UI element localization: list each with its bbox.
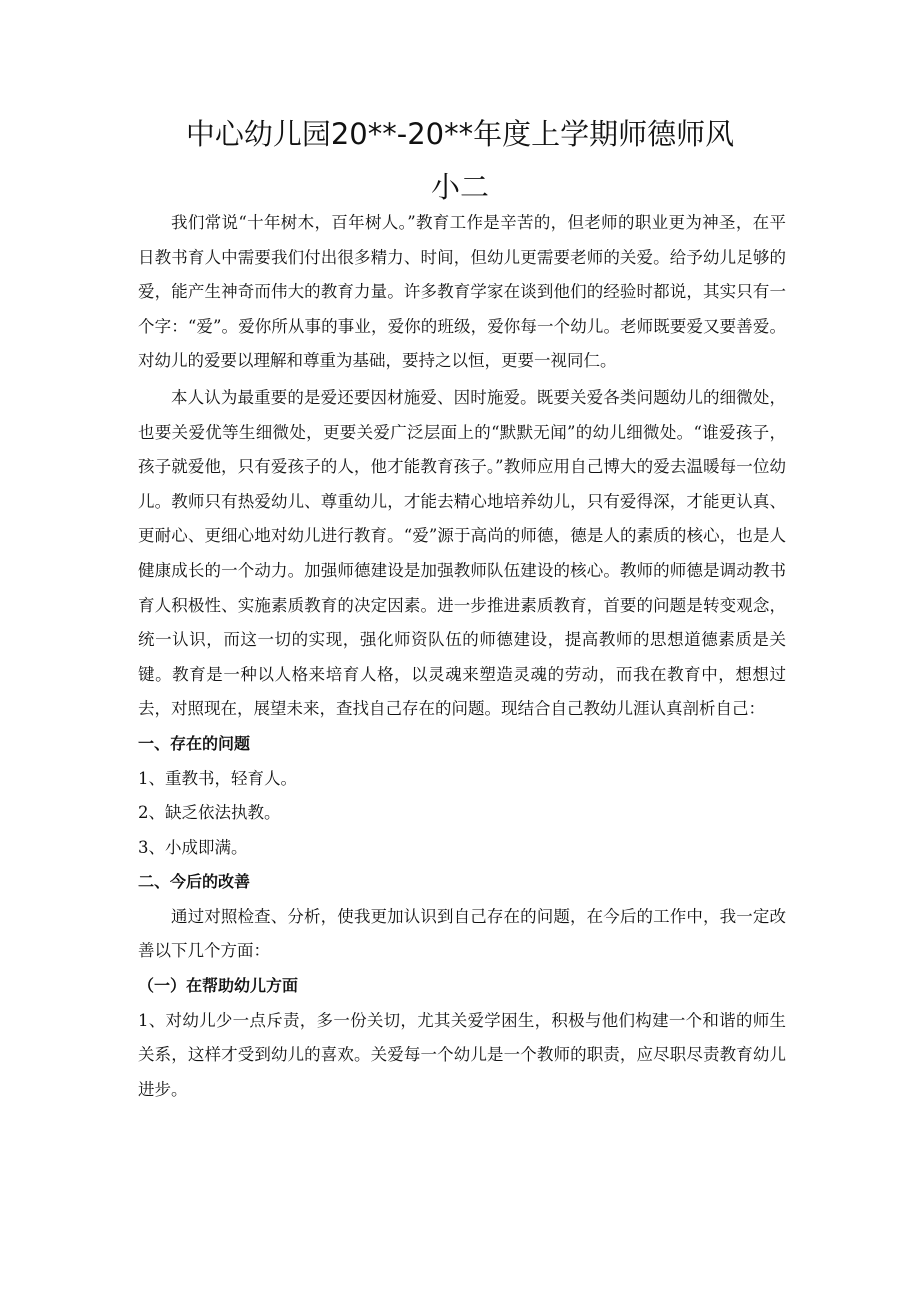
document-title: 中心幼儿园20**-20**年度上学期师德师风 [185,117,735,151]
document-body [138,206,786,1107]
improvement-item: 1、对幼儿少一点斥责，多一份关切，尤其关爱学困生，积极与他们构建一个和谐的师生关系，这样才受到幼儿的喜欢。关爱每一个幼儿是一个教师的职责，应尽职尽责教育幼儿进步。 [138,1010,786,1099]
self-analysis-paragraph: 本人认为最重要的是爱还要因材施爱、因时施爱。既要关爱各类问题幼儿的细微处，也要关爱优等生细微处，更要关爱广泛层面上的“默默无闻”的幼儿细微处。“谁爱孩子，孩子就爱他，只有爱孩子的人，他才能教育孩子。”教师应用自己博大的爱去温暖每一位幼儿。教师只有热爱幼儿、尊重幼儿，才能去精心地培养幼儿，只有爱得深，才能更认真、更耐心、更细心地对幼儿进行教育。“爱”源于高尚的师德，德是人的素质的核心，也是人健康成长的一个动力。加强师德建设是加强教师队伍建设的核心。教师的师德是调动教书育人积极性、实施素质教育的决定因素。进一步推进素质教育，首要的问题是转变观念，统一认识，而这一切的实现，强化师资队伍的师德建设，提高教师的思想道德素质是关键。教育是一种以人格来培育人格，以灵魂来塑造灵魂的劳动，而我在教育中，想想过去，对照现在，展望未来，查找自己存在的问题。现结合自己教幼儿涯认真剖析自己： [138,387,786,719]
problem-item: 3、小成即满。 [138,837,248,857]
intro-paragraph: 我们常说“十年树木，百年树人。”教育工作是辛苦的，但老师的职业更为神圣，在平日教书育人中需要我们付出很多精力、时间，但幼儿更需要老师的关爱。给予幼儿足够的爱，能产生神奇而伟大的教育力量。许多教育学家在谈到他们的经验时都说，其实只有一个字：“爱”。爱你所从事的事业，爱你的班级，爱你每一个幼儿。老师既要爱又要善爱。对幼儿的爱要以理解和尊重为基础，要持之以恒，更要一视同仁。 [138,213,786,371]
improvement-intro-paragraph: 通过对照检查、分析，使我更加认识到自己存在的问题，在今后的工作中，我一定改善以下几个方面： [138,906,786,961]
section-heading-improvements: 二、今后的改善 [138,872,251,892]
section-heading-problems: 一、存在的问题 [138,733,251,753]
problem-item: 1、重教书，轻育人。 [138,768,297,788]
subsection-heading-helping-children: （一）在帮助幼儿方面 [138,976,299,996]
document-subtitle: 小二 [430,170,489,204]
problem-item: 2、缺乏依法执教。 [138,803,281,823]
